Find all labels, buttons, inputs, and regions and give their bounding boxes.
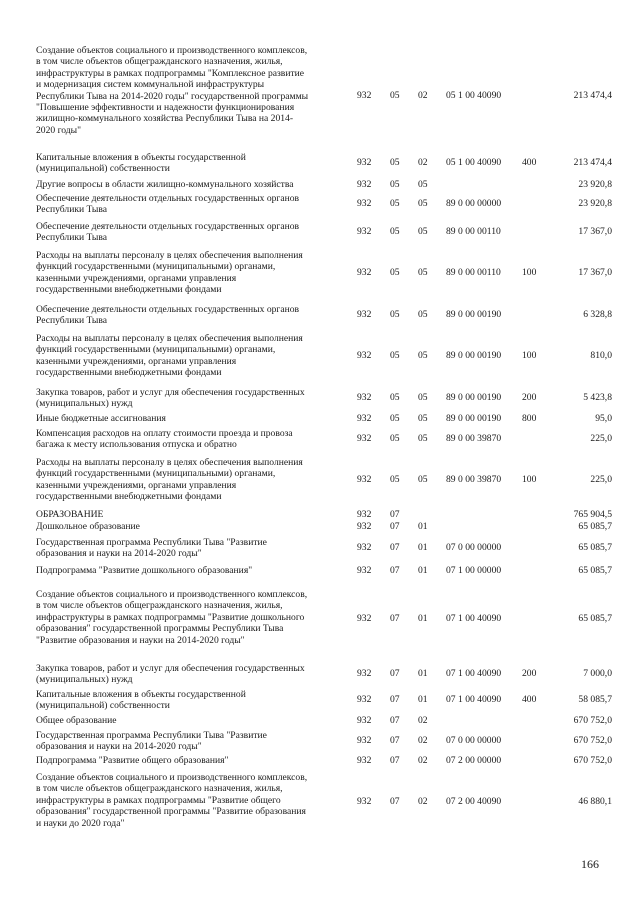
row-name: Закупка товаров, работ и услуг для обеспечения государственных (муниципальных) нужд [36,663,305,686]
row-name: Капитальные вложения в объекты государственной (муниципальной) собственности [36,689,246,712]
page-number: 166 [581,857,599,871]
row-name: Создание объектов социального и производственного комплексов, в том числе объектов общегражданского назначения, жилья, инфраструктуры в рамках подпрограммы "Развитие дошкольного образования" государственной программы Республики Тыва "Развитие образования и науки на 2014-2020 годы" [36,589,308,646]
row-section: 07 [390,565,400,576]
row-amount: 23 920,8 [578,198,612,209]
row-amount: 765 904,5 [573,509,612,520]
row-subsection: 02 [418,90,428,101]
row-name: Подпрограмма "Развитие дошкольного образования" [36,565,253,576]
row-grbs: 932 [357,474,372,485]
row-name: Создание объектов социального и производственного комплексов, в том числе объектов общегражданского назначения, жилья, инфраструктуры в рамках подпрограммы "Комплексное развитие и модернизация систем коммунальной инфраструктуры Республики Тыва на 2014-2020 годы" государственной программы "Повышение эффективности и надежности функционирования жилищно-коммунального хозяйства Республики Тыва на 2014- 2020 годы" [36,45,309,136]
row-section: 07 [390,694,400,705]
row-expense-type: 400 [522,157,537,168]
row-grbs: 932 [357,521,372,532]
row-section: 05 [390,267,400,278]
row-name: Создание объектов социального и производственного комплексов, в том числе объектов общегражданского назначения, жилья, инфраструктуры в рамках подпрограммы "Развитие общего образования" государственной программы "Развитие образования и науки до 2020 года" [36,772,308,829]
row-grbs: 932 [357,179,372,190]
row-grbs: 932 [357,565,372,576]
row-section: 05 [390,90,400,101]
row-amount: 225,0 [590,433,612,444]
row-subsection: 02 [418,755,428,766]
row-amount: 7 000,0 [583,668,612,679]
row-target-article: 07 1 00 40090 [446,694,502,705]
row-target-article: 07 0 00 00000 [446,542,502,553]
row-name: Закупка товаров, работ и услуг для обеспечения государственных (муниципальных) нужд [36,387,305,410]
row-name: Иные бюджетные ассигнования [36,413,166,424]
row-amount: 17 367,0 [578,226,612,237]
row-subsection: 02 [418,715,428,726]
row-grbs: 932 [357,90,372,101]
row-subsection: 01 [418,613,428,624]
row-amount: 58 085,7 [578,694,612,705]
row-grbs: 932 [357,267,372,278]
row-target-article: 07 2 00 00000 [446,755,502,766]
row-target-article: 89 0 00 00190 [446,413,502,424]
row-expense-type: 100 [522,267,537,278]
row-name: Другие вопросы в области жилищно-коммунального хозяйства [36,179,294,190]
row-target-article: 07 1 00 40090 [446,613,502,624]
row-grbs: 932 [357,198,372,209]
row-name: Общее образование [36,715,117,726]
row-name: Обеспечение деятельности отдельных государственных органов Республики Тыва [36,304,300,327]
row-target-article: 07 1 00 00000 [446,565,502,576]
row-grbs: 932 [357,392,372,403]
row-subsection: 05 [418,350,428,361]
row-section: 07 [390,755,400,766]
row-section: 07 [390,521,400,532]
row-subsection: 05 [418,267,428,278]
row-expense-type: 400 [522,694,537,705]
row-subsection: 05 [418,179,428,190]
row-amount: 65 085,7 [578,613,612,624]
row-target-article: 07 0 00 00000 [446,735,502,746]
row-subsection: 02 [418,735,428,746]
row-section: 05 [390,157,400,168]
row-name: Расходы на выплаты персоналу в целях обеспечения выполнения функций государственными (муниципальными) органами, казенными учреждениями, органами управления государственными внебюджетными фондами [36,457,303,503]
row-target-article: 05 1 00 40090 [446,90,502,101]
row-amount: 670 752,0 [573,715,612,726]
row-grbs: 932 [357,694,372,705]
row-target-article: 89 0 00 39870 [446,474,502,485]
row-amount: 23 920,8 [578,179,612,190]
row-grbs: 932 [357,668,372,679]
row-section: 05 [390,433,400,444]
row-amount: 17 367,0 [578,267,612,278]
row-section: 05 [390,179,400,190]
row-amount: 810,0 [590,350,612,361]
row-amount: 670 752,0 [573,735,612,746]
row-section: 05 [390,474,400,485]
row-subsection: 05 [418,474,428,485]
row-target-article: 89 0 00 00000 [446,198,502,209]
row-subsection: 05 [418,309,428,320]
row-grbs: 932 [357,413,372,424]
row-grbs: 932 [357,715,372,726]
row-target-article: 05 1 00 40090 [446,157,502,168]
row-section: 07 [390,796,400,807]
row-amount: 6 328,8 [583,309,612,320]
row-amount: 225,0 [590,474,612,485]
row-name: Дошкольное образование [36,521,140,532]
row-section: 05 [390,413,400,424]
row-section: 07 [390,509,400,520]
row-amount: 213 474,4 [573,157,612,168]
row-amount: 65 085,7 [578,542,612,553]
row-grbs: 932 [357,735,372,746]
row-grbs: 932 [357,755,372,766]
row-target-article: 89 0 00 39870 [446,433,502,444]
row-section: 05 [390,309,400,320]
row-section: 07 [390,542,400,553]
row-subsection: 02 [418,157,428,168]
row-section: 05 [390,350,400,361]
row-target-article: 89 0 00 00190 [446,309,502,320]
row-grbs: 932 [357,433,372,444]
row-expense-type: 200 [522,668,537,679]
row-name: Компенсация расходов на оплату стоимости проезда и провоза багажа к месту использования отпуска и обратно [36,428,293,451]
row-amount: 213 474,4 [573,90,612,101]
row-grbs: 932 [357,309,372,320]
row-target-article: 89 0 00 00110 [446,267,501,278]
row-subsection: 01 [418,542,428,553]
row-amount: 670 752,0 [573,755,612,766]
row-subsection: 05 [418,413,428,424]
row-subsection: 01 [418,565,428,576]
row-name: Расходы на выплаты персоналу в целях обеспечения выполнения функций государственными (муниципальными) органами, казенными учреждениями, органами управления государственными внебюджетными фондами [36,333,303,379]
row-amount: 46 880,1 [578,796,612,807]
row-name: Капитальные вложения в объекты государственной (муниципальной) собственности [36,152,246,175]
row-grbs: 932 [357,226,372,237]
row-subsection: 02 [418,796,428,807]
row-amount: 65 085,7 [578,521,612,532]
row-section: 05 [390,198,400,209]
row-name: Государственная программа Республики Тыва "Развитие образования и науки на 2014-2020 годы" [36,537,267,560]
row-grbs: 932 [357,613,372,624]
row-name: Обеспечение деятельности отдельных государственных органов Республики Тыва [36,193,300,216]
row-name: Подпрограмма "Развитие общего образования" [36,755,229,766]
row-section: 05 [390,226,400,237]
row-target-article: 07 2 00 40090 [446,796,502,807]
row-subsection: 01 [418,668,428,679]
row-target-article: 89 0 00 00110 [446,226,501,237]
row-name: Государственная программа Республики Тыва "Развитие образования и науки на 2014-2020 годы" [36,730,267,753]
row-subsection: 05 [418,433,428,444]
row-target-article: 89 0 00 00190 [446,392,502,403]
row-target-article: 07 1 00 40090 [446,668,502,679]
row-grbs: 932 [357,509,372,520]
row-subsection: 05 [418,392,428,403]
row-amount: 95,0 [595,413,612,424]
row-section: 07 [390,668,400,679]
row-grbs: 932 [357,542,372,553]
row-expense-type: 800 [522,413,537,424]
row-subsection: 05 [418,198,428,209]
row-section: 05 [390,392,400,403]
row-target-article: 89 0 00 00190 [446,350,502,361]
row-name: ОБРАЗОВАНИЕ [36,509,104,520]
row-grbs: 932 [357,796,372,807]
row-subsection: 01 [418,694,428,705]
row-section: 07 [390,613,400,624]
row-expense-type: 100 [522,350,537,361]
row-expense-type: 100 [522,474,537,485]
row-section: 07 [390,715,400,726]
row-amount: 65 085,7 [578,565,612,576]
row-name: Расходы на выплаты персоналу в целях обеспечения выполнения функций государственными (муниципальными) органами, казенными учреждениями, органами управления государственными внебюджетными фондами [36,250,303,296]
row-subsection: 01 [418,521,428,532]
row-expense-type: 200 [522,392,537,403]
row-section: 07 [390,735,400,746]
row-subsection: 05 [418,226,428,237]
row-grbs: 932 [357,157,372,168]
row-amount: 5 423,8 [583,392,612,403]
row-name: Обеспечение деятельности отдельных государственных органов Республики Тыва [36,221,300,244]
row-grbs: 932 [357,350,372,361]
